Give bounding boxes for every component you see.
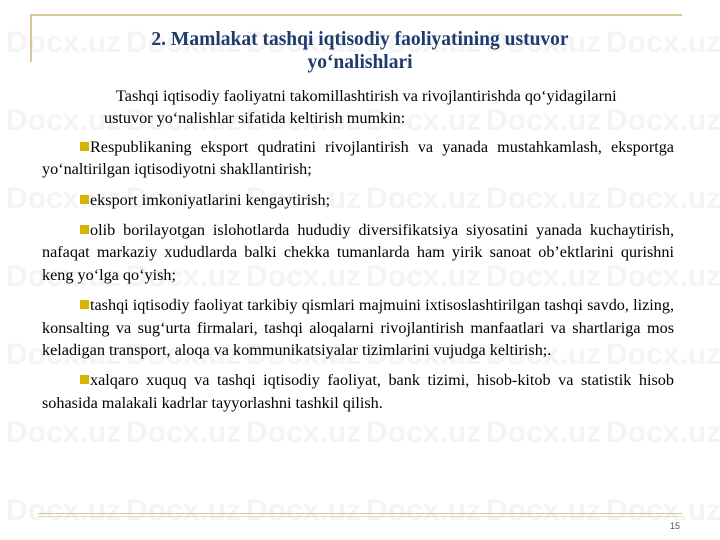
intro-paragraph: Tashqi iqtisodiy faoliyatni takomillashtirish va rivojlantirishda qo‘yidagilarni ustuvor yo‘nalishlar sifatida keltirish mumkin: [104, 87, 617, 128]
title-line-2: yo‘nalishlari [307, 52, 413, 73]
square-bullet-icon [80, 142, 89, 151]
bottom-rule [38, 513, 682, 514]
list-item [42, 136, 674, 181]
list-item-text: Respublikaning eksport qudratini rivojlantirish va yanada mustahkamlash, eksportga yo‘naltirilgan iqtisodiyotni shakllantirish; [42, 137, 674, 179]
list-item-text: eksport imkoniyatlarini kengaytirish; [90, 190, 331, 209]
left-rule [30, 14, 32, 62]
square-bullet-icon [80, 375, 89, 384]
list-item [42, 219, 674, 286]
bottom-rule-secondary [38, 516, 682, 517]
list-item-text: olib borilayotgan islohotlarda hududiy diversifikatsiya siyosatini yanada kuchaytirish, nafaqat markaziy xududlarda balki chekka tumanlarda ham yirik sanoat ob’ektlarini qurishni keng yo‘lga qo‘yish; [42, 221, 674, 284]
list-item-text: tashqi iqtisodiy faoliyat tarkibiy qismlari majmuini ixtisoslashtirilgan tashqi savdo, lizing, konsalting va sug‘urta firmalari, tashqi aloqalarni rivojlantirish manfaatlari va shartlariga mos keladigan transport, aloqa va kommunikatsiyalar tizimlarini vujudga keltirish;. [42, 296, 674, 360]
list-item [42, 189, 674, 211]
list-item-text: xalqaro xuquq va tashqi iqtisodiy faoliyat, bank tizimi, hisob-kitob va statistik hisob sohasida malakali kadrlar tayyorlashni tashkil qilish. [42, 371, 674, 412]
top-rule [30, 14, 682, 16]
list-item [42, 294, 674, 361]
list-item [42, 369, 674, 414]
page-number: 15 [669, 521, 680, 531]
square-bullet-icon [80, 300, 89, 309]
slide-body [42, 85, 674, 422]
title-line-1: 2. Mamlakat tashqi iqtisodiy faoliyatining ustuvor [151, 29, 569, 50]
square-bullet-icon [80, 225, 89, 234]
slide-title [60, 28, 660, 74]
square-bullet-icon [80, 195, 89, 204]
